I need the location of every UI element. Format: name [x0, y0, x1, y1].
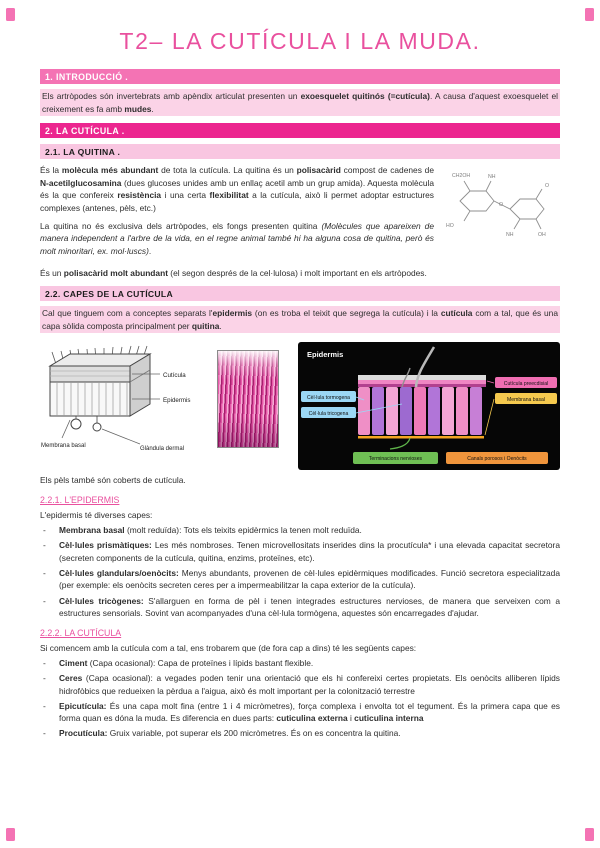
chem-label: O: [545, 183, 550, 190]
intro-paragraph: Els artròpodes són invertebrats amb apèndix articulat presenten un exoesquelet quitinós (=cutícula). A causa d'aquest exoesquelet el creixement es fa amb mudes.: [40, 89, 560, 116]
chem-label: NH: [488, 174, 496, 181]
page-content: [40, 22, 560, 743]
histology-micrograph: [217, 350, 279, 448]
integument-block-figure: [40, 342, 215, 460]
epidermis-diagram-figure: [298, 342, 560, 470]
corner-mark: [585, 8, 594, 21]
corner-mark: [585, 828, 594, 841]
section-heading-cuticula: 2. LA CUTÍCULA .: [40, 123, 560, 138]
chem-label: CH2OH: [452, 173, 471, 180]
corner-mark: [6, 8, 15, 21]
cube-label-glandula-dermal: Glàndula dermal: [140, 446, 185, 453]
quitina-text-block: [40, 159, 560, 262]
chem-label: HO: [446, 223, 454, 230]
list-item: - Cèl·lules tricògenes: S'allarguen en forma de pèl i tenen integrades estructures nervioses, de manera que serveixen com a estructures sensorials. Sovint van acompanyades d'una cèl·lula tormògena, aquestes són encarregades d'ajudar.: [40, 595, 560, 620]
diagram-title: Epidermis: [307, 350, 344, 360]
diagram-label: Cèl·lula tricogena: [308, 411, 349, 418]
cube-label-membrana-basal: Membrana basal: [41, 443, 86, 450]
list-item: - Ciment (Capa ocasional): Capa de proteïnes i lípids bastant flexible.: [40, 657, 560, 670]
quitina-paragraph-2: La quitina no és exclusiva dels artròpodes, els fongs presenten quitina (Molècules que apareixen de manera independent a l'arbre de la vida, en el regne animal també hi ha alguna cosa de quitina, però és molt minoritari, ex. mol·luscs).: [40, 220, 434, 256]
epidermis-layers-list: [40, 524, 560, 620]
section-heading-introduccio: 1. INTRODUCCIÓ .: [40, 69, 560, 84]
corner-mark: [6, 828, 15, 841]
list-item: - Cèl·lules glandulars/oenòcits: Menys abundants, provenen de cèl·lules epidèrmiques modificades. Funció secretora especialitzada (per exemple: els oenòcits secreten ceres per a impermeabilitzar la capa exterior de la cutícula).: [40, 567, 560, 592]
capes-paragraph: Cal que tinguem com a conceptes separats l'epidermis (on es troba el teixit que segrega la cutícula) i la cutícula com a tal, que és una capa sòlida composta principalment per quitina.: [40, 306, 560, 333]
diagram-label: Terminacions nervioses: [368, 456, 423, 463]
chem-label: OH: [538, 232, 546, 239]
list-item: - Procutícula: Gruix variable, pot superar els 200 micròmetres. És on es concentra la quitina.: [40, 727, 560, 740]
pels-caption: Els pèls també són coberts de cutícula.: [40, 475, 186, 486]
epidermis-intro: L'epidermis té diverses capes:: [40, 509, 153, 520]
page-title: T2– LA CUTÍCULA I LA MUDA.: [119, 28, 481, 54]
cube-label-cuticula: Cutícula: [163, 372, 186, 380]
cuticula2-intro: Si comencem amb la cutícula com a tal, ens trobarem que (de fora cap a dins) té les següents capes:: [40, 642, 417, 653]
list-item: - Cèl·lules prismàtiques: Les més nombroses. Tenen microvellositats inserides dins la procutícula* i una elevada capacitat secretora (secreten components de la cutícula, quitina, enzims, proteïnes, etc).: [40, 539, 560, 564]
subsection-heading-capes: 2.2. CAPES DE LA CUTÍCULA: [40, 286, 560, 301]
list-item: - Ceres (Capa ocasional): a vegades poden tenir una orientació que els hi confereixi certes propietats. Els oenòcits alliberen lípids hidrofòbics que redueixen la pèrdua a l'aigua, això és molt important per la colonització terrestre: [40, 672, 560, 697]
figure-row: [40, 342, 560, 470]
cuticula-layers-list: [40, 657, 560, 740]
diagram-label: Membrana basal: [507, 397, 545, 404]
subsubsection-heading-epidermis: 2.2.1. L'EPIDERMIS: [40, 494, 120, 505]
quitina-paragraph-3: És un polisacàrid molt abundant (el segon després de la cel·lulosa) i molt important en els artròpodes.: [40, 268, 427, 279]
list-item: - Epicutícula: És una capa molt fina (entre 1 i 4 micròmetres), força complexa i envolta tot el tegument. És la primera capa que es forma quan es dóna la muda. Es diferencia en dues parts: cuticulina externa i cuticulina interna: [40, 700, 560, 725]
chitin-structure-figure: [444, 161, 560, 245]
chem-label: NH: [506, 232, 514, 239]
diagram-label: Cèl·lula tormogena: [306, 395, 351, 402]
list-item: - Membrana basal (molt reduïda): Tots els teixits epidèrmics la tenen molt reduïda.: [40, 524, 560, 537]
diagram-label: Canals porosos i Oenòcits: [467, 456, 527, 463]
cube-label-epidermis: Epidermis: [163, 397, 191, 405]
subsection-heading-quitina: 2.1. LA QUITINA .: [40, 144, 560, 159]
subsubsection-heading-cuticula2: 2.2.2. LA CUTÍCULA: [40, 627, 122, 638]
diagram-label: Cutícula preecdisial: [503, 381, 549, 388]
quitina-paragraph-1: És la molècula més abundant de tota la cutícula. La quitina és un polisacàrid compost de cadenes de N-acetilglucosamina (dues glucoses unides amb un enllaç acetil amb un grup amida). Aquesta molècula és la que confereix resistència i una certa flexibilitat a la cutícula, això li permet adoptar estructures complexes (antenes, pèls, etc.): [40, 165, 434, 214]
chem-label: O: [499, 202, 504, 209]
